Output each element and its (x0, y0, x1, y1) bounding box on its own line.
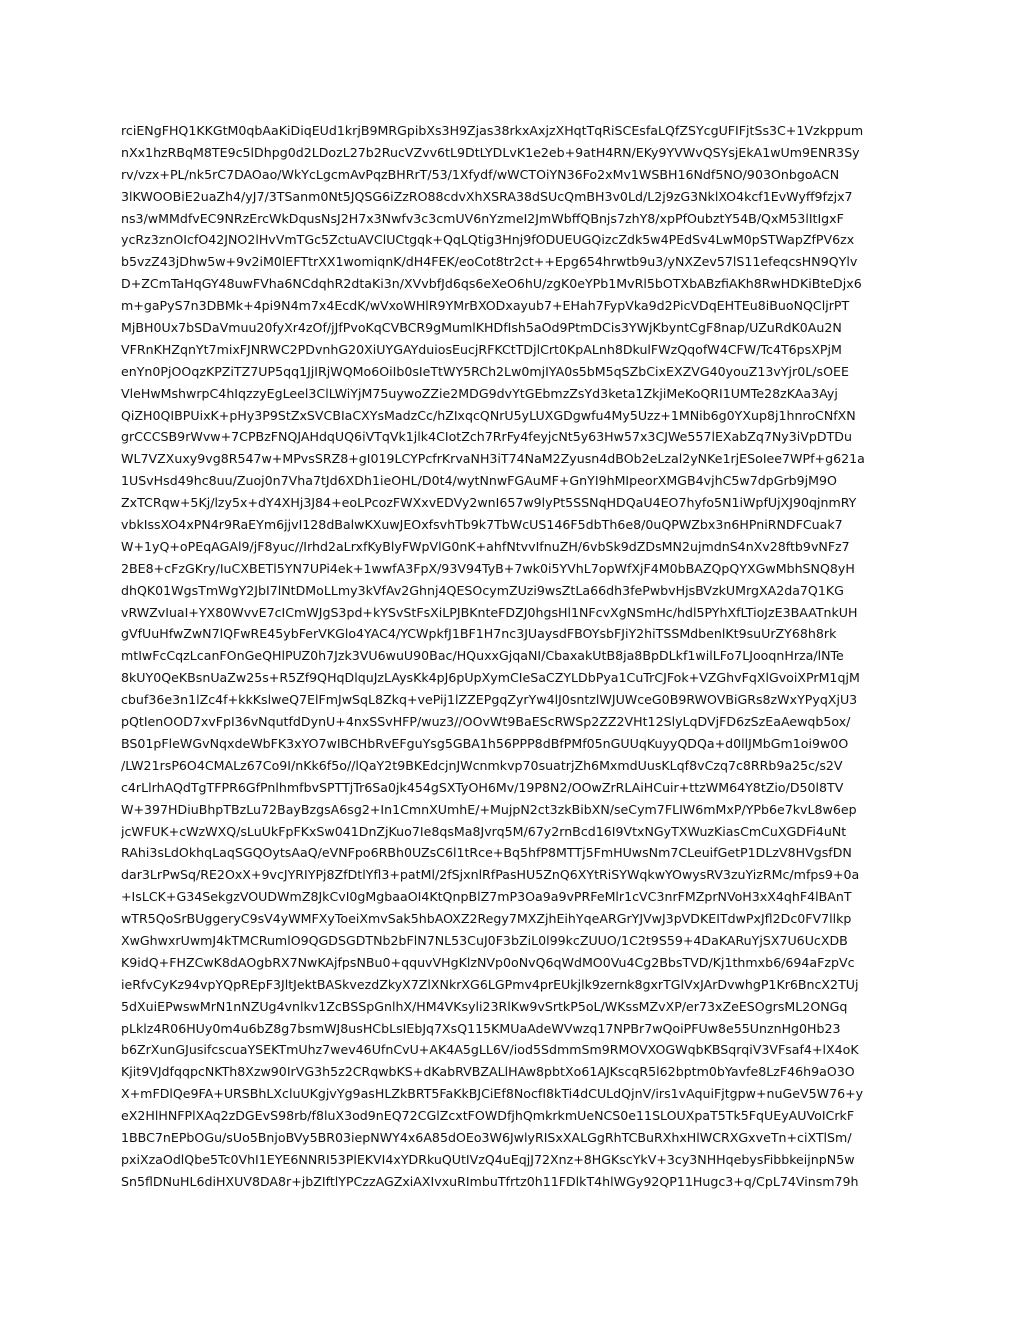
text-line: Sn5flDNuHL6diHXUV8DA8r+jbZIftlYPCzzAGZxiAXIvxuRImbuTfrtz0h11FDlkT4hlWGy92QP11Hugc3+q/CpL74Vinsm79h (121, 1173, 859, 1189)
text-line: 2BE8+cFzGKry/IuCXBETl5YN7UPi4ek+1wwfA3FpX/93V94TyB+7wk0i5YVhL7opWfXjF4M0bBAZQpQYXGwMbhSNQ8yH (121, 560, 855, 576)
text-line: rciENgFHQ1KKGtM0qbAaKiDiqEUd1krjB9MRGpibXs3H9Zjas38rkxAxjzXHqtTqRiSCEsfaLQfZSYcgUFIFjtSs3C+1Vzkppum (121, 123, 864, 138)
text-line: 1BBC7nEPbOGu/sUo5BnjoBVy5BR03iepNWY4x6A85dOEo3W6JwlyRISxXALGgRhTCBuRXhxHlWCRXGxveTn+ciXTlSm/ (121, 1129, 852, 1145)
text-line: dar3LrPwSq/RE2OxX+9vcJYRIYPj8ZfDtlYfl3+patMl/2fSjxnlRfPasHU5ZnQ6XYtRiSYWqkwYOwysRV3zuYizRMc/mfps9+0a (121, 867, 860, 883)
text-line: +IsLCK+G34SekgzVOUDWmZ8JkCvI0gMgbaaOI4KtQnpBlZ7mP3Oa9a9vPRFeMlr1cVC3nrFMZprNVoH3xX4qhF4lBAnT (121, 889, 852, 905)
text-line: enYn0PjOOqzKPZiTZ7UP5qq1JjIRjWQMo6OiIb0sIeTtWY5RCh2Lw0mjIYA0s5bM5qSZbCixEXZVG40youZ13vYjr0L/sOEE (121, 363, 849, 379)
text-line: 5dXuiEPwswMrN1nNZUg4vnlkv1ZcBSSpGnlhX/HM4VKsyli23RlKw9vSrtkP5oL/WKssMZvXP/er73xZeESOgrsML2ONGq (121, 998, 848, 1014)
text-line: 3lKWOOBiE2uaZh4/yJ7/3TSanm0Nt5JQSG6iZzRO88cdvXhXSRA38dSUcQmBH3v0Ld/L2j9zG3NklXO4kcf1EvWyff9fzjx7 (121, 188, 853, 204)
text-line: grCCCSB9rWvw+7CPBzFNQJAHdqUQ6iVTqVk1jlk4CIotZch7RrFy4feyjcNt5y63Hw57x3CJWe557lEXabZq7Ny3iVpDTDu (121, 429, 852, 445)
text-line: gVfUuHfwZwN7lQFwRE45ybFerVKGlo4YAC4/YCWpkfJ1BF1H7nc3JUaysdFBOYsbFJiY2hiTSSMdbenlKt9suUrZY68h8rk (121, 626, 837, 642)
text-line: 8kUY0QeKBsnUaZw25s+R5Zf9QHqDlquJzLAysKk4pJ6pUpXymCIeSaCZYLDbPya1CuTrCJFok+VZGhvFqXlGvoiXPrM1qjM (121, 670, 860, 686)
text-line: MjBH0Ux7bSDaVmuu20fyXr4zOf/jJfPvoKqCVBCR9gMumlKHDfIsh5aOd9PtmDCis3YWjKbyntCgF8nap/UZuRdK0Au2N (121, 320, 842, 336)
text-line: c4rLlrhAQdTgTFPR6GfPnlhmfbvSPTTjTr6Sa0jk454gSXTyOH6Mv/19P8N2/OOwZrRLAiHCuir+ttzWM64Y8tZio/D50l8TV (121, 779, 844, 795)
text-line: pQtIenOOD7xvFpI36vNqutfdDynU+4nxSSvHFP/wuz3//OOvWt9BaEScRWSp2ZZ2VHt12SlyLqDVjFD6zSzEaAewqb5ox/ (121, 714, 851, 730)
text-line: 1USvHsd49hc8uu/Zuoj0n7Vha7tJd6XDh1ieOHL/D0t4/wytNnwFGAuMF+GnYI9hMIpeorXMGB4vjhC5w7dpGrb9jM9O (121, 473, 837, 489)
text-line: /LW21rsP6O4CMALz67Co9I/nKk6f5o//lQaY2t9BKEdcjnJWcnmkvp70suatrjZh6MxmdUusKLqf8vCzq7c8RRb9a25c/s2V (121, 757, 843, 773)
text-line: vRWZvIuaI+YX80WvvE7cICmWJgS3pd+kYSvStFsXiLPJBKnteFDZJ0hgsHl1NFcvXgNSmHc/hdl5PYhXfLTioJzE3BAATnkUH (121, 604, 858, 620)
text-line: BS01pFleWGvNqxdeWbFK3xYO7wIBCHbRvEFguYsg5GBA1h56PPP8dBfPMf05nGUUqKuyyQDQa+d0llJMbGm1oi9w0O (121, 735, 849, 751)
text-line: rv/vzx+PL/nk5rC7DAOao/WkYcLgcmAvPqzBHRrT/53/1Xfydf/wWCTOiYN36Fo2xMv1WSBH16Ndf5NO/903OnbgoACN (121, 166, 840, 182)
text-line: ycRz3znOIcfO42JNO2lHvVmTGc5ZctuAVClUCtgqk+QqLQtig3Hnj9fODUEUGQizcZdk5w4PEdSv4LwM0pSTWapZfPV6zx (121, 232, 855, 248)
text-line: RAhi3sLdOkhqLaqSGQOytsAaQ/eVNFpo6RBh0UZsC6l1tRce+Bq5hfP8MTTj5FmHUwsNm7CLeuifGetP1DLzV8HVgsfDN (121, 845, 852, 861)
text-line: dhQK01WgsTmWgY2JbI7lNtDMoLLmy3kVfAv2Ghnj4QESOcymZUzi9wsZtLa66dh3fePwbvHjsBVzkUMrgXA2da7Q1KG (121, 582, 844, 598)
encoded-text-block (121, 120, 911, 1193)
text-line: Kjit9VJdfqqpcNKTh8Xzw90IrVG3h5z2CRqwbKS+dKabRVBZALlHAw8pbtXo61AJKscqR5l62bptm0bYavfe8LzF46h9aO3O (121, 1064, 855, 1080)
text-line: wTR5QoSrBUggeryC9sV4yWMFXyToeiXmvSak5hbAOXZ2Regy7MXZjhEihYqeARGrYJVwJ3pVDKEITdwPxJfl2Dc0FV7llkp (121, 911, 852, 927)
text-line: pLklz4R06HUy0m4u6bZ8g7bsmWJ8usHCbLsIEbJq7XsQ115KMUaAdeWVwzq17NPBr7wQoiPFUw8e55UnznHg0Hb23 (121, 1020, 841, 1036)
text-line: cbuf36e3n1lZc4f+kkKslweQ7ElFmJwSqL8Zkq+vePij1lZZEPgqZyrYw4lJ0sntzlWJUWceG0B9RWOVBiGRs8zWxYPyqXjU3 (121, 692, 858, 708)
text-line: mtIwFcCqzLcanFOnGeQHlPUZ0h7Jzk3VU6wuU90Bac/HQuxxGjqaNI/CbaxakUtB8ja8BpDLkf1wilLFo7LJooqnHrza/lNTe (121, 648, 844, 664)
text-line: D+ZCmTaHqGY48uwFVha6NCdqhR2dtaKi3n/XVvbfJd6qs6eXeO6hU/zgK0eYPb1MvRl5bOTXbABzfiAKh8RwHDKiBteDjx6 (121, 276, 862, 292)
text-line: ZxTCRqw+5Kj/lzy5x+dY4XHj3J84+eoLPcozFWXxvEDVy2wnI657w9lyPt5SSNqHDQaU4EO7hyfo5N1iWpfUjXJ90qjnmRY (121, 495, 857, 511)
text-line: pxiXzaOdlQbe5Tc0VhI1EYE6NNRI53PlEKVI4xYDRkuQUtIVzQ4uEqjJ72Xnz+8HGKscYkV+3cy3NHHqebysFibbkeijnpN5w (121, 1151, 855, 1167)
text-line: W+397HDiuBhpTBzLu72BayBzgsA6sg2+In1CmnXUmhE/+MujpN2ct3zkBibXN/seCym7FLIW6mMxP/YPb6e7kvL8w6ep (121, 801, 857, 817)
text-line: nXx1hzRBqM8TE9c5lDhpg0d2LDozL27b2RucVZvv6tL9DtLYDLvK1e2eb+9atH4RN/EKy9YVWvQSYsjEkA1wUm9ENR3Sy (121, 144, 860, 160)
text-line: XwGhwxrUwmJ4kTMCRumlO9QGDSGDTNb2bFlN7NL53CuJ0F3bZiL0l99kcZUUO/1C2t9S59+4DaKARuYjSX7U6UcXDB (121, 932, 848, 948)
text-line: WL7VZXuxy9vg8R547w+MPvsSRZ8+gI019LCYPcfrKrvaNH3iT74NaM2Zyusn4dBOb2eLzal2yNKe1rjESoIee7WPf+g621a (121, 451, 865, 467)
text-line: jcWFUK+cWzWXQ/sLuUkFpFKxSw041DnZjKuo7Ie8qsMa8Jvrq5M/67y2rnBcd16I9VtxNGyTXWuzKiasCmCuXGDFi4uNt (121, 823, 847, 839)
text-line: QiZH0QIBPUixK+pHy3P9StZxSVCBIaCXYsMadzCc/hZIxqcQNrU5yLUXGDgwfu4My5Uzz+1MNib6g0YXup8j1hnroCNfXN (121, 407, 856, 423)
text-line: eX2HlHNFPlXAq2zDGEvS98rb/f8luX3od9nEQ72CGlZcxtFOWDfjhQmkrkmUeNCS0e11SLOUXpaT5Tk5FqUEyAUVoICrkF (121, 1108, 855, 1124)
text-line: m+gaPyS7n3DBMk+4pi9N4m7x4EcdK/wVxoWHlR9YMrBXODxayub7+EHah7FypVka9d2PicVDqEHTEu8iBuoNQCljrPT (121, 298, 850, 314)
text-line: VleHwMshwrpC4hIqzzyEgLeel3ClLWiYjM75uywoZZie2MDG9dvYtGEbmzZsYd3keta1ZkjiMeKoQRI1UMTe28zKAa3Ayj (121, 385, 838, 401)
text-line: b5vzZ43jDhw5w+9v2iM0lEFTtrXX1womiqnK/dH4FEK/eoCot8tr2ct++Epg654hrwtb9u3/yNXZev57lS11efeqcsHN9QYlv (121, 254, 858, 270)
text-line: b6ZrXunGJusifcscuaYSEKTmUhz7wev46UfnCvU+AK4A5gLL6V/iod5SdmmSm9RMOVXOGWqbKBSqrqiV3VFsaf4+lX4oK (121, 1042, 859, 1058)
text-line: VFRnKHZqnYt7mixFJNRWC2PDvnhG20XiUYGAYduiosEucjRFKCtTDjlCrt0KpALnh8DkulFWzQqofW4CFW/Tc4T6psXPjM (121, 341, 842, 357)
text-line: K9idQ+FHZCwK8dAOgbRX7NwKAjfpsNBu0+qquvVHgKlzNVp0oNvQ6qWdMO0Vu4Cg2BbsTVD/Kj1thmxb6/694aFzpVc (121, 954, 855, 970)
text-line: ieRfvCyKz94vpYQpREpF3JltJektBASkvezdZkyX7ZlXNkrXG6LGPmv4prEUkjlk9zernk8gxrTGlVxJArDvwhgP1Kr6BncX2TUj (121, 976, 859, 992)
text-line: X+mFDlQe9FA+URSBhLXcluUKgjvYg9asHLZkBRT5FaKkBJCiEf8NocfI8kTi4dCULdQjnV/irs1vAquiFjtgpw+nuGeV5W76+y (121, 1086, 864, 1102)
text-line: vbkIssXO4xPN4r9RaEYm6jjvI128dBalwKXuwJEOxfsvhTb9k7TbWcUS146F5dbTh6e8/0uQPWZbx3n6HPniRNDFCuak7 (121, 517, 843, 533)
text-line: W+1yQ+oPEqAGAl9/jF8yuc//Irhd2aLrxfKyBlyFWpVlG0nK+ahfNtvvIfnuZH/6vbSk9dZDsMN2ujmdnS4nXv28ftb9vNFz7 (121, 538, 850, 554)
text-line: ns3/wMMdfvEC9NRzErcWkDqusNsJ2H7x3Nwfv3c3cmUV6nYzmeI2JmWbffQBnjs7zhY8/xpPfOubztY54B/QxM53lItIgxF (121, 210, 844, 226)
